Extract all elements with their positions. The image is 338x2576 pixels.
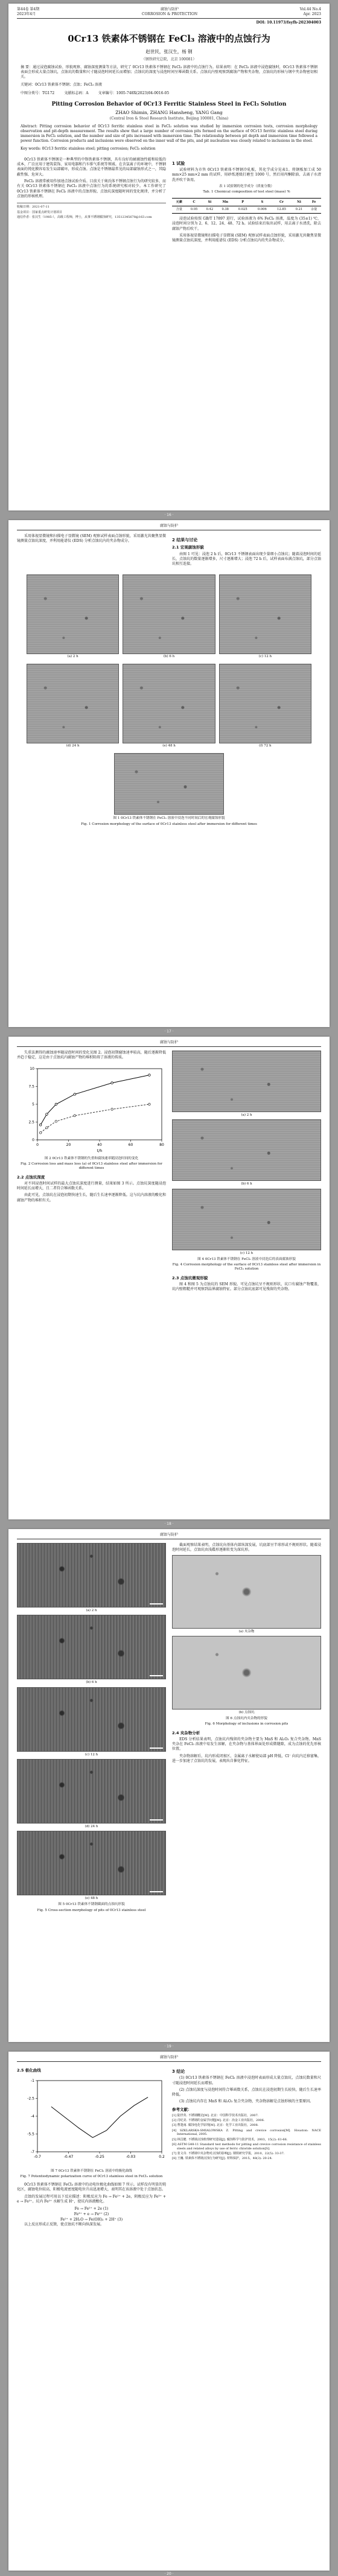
x-tick-label: 0	[36, 1142, 39, 1147]
result-paragraph: 由此可见，点蚀坑在浸泡初期快速生长，随后生长速率逐渐降低。这与坑内溶液的酸化和腐蚀产物的堆积有关。	[17, 1193, 166, 1203]
x-tick-label: -0.25	[95, 2155, 104, 2160]
micrograph-image	[172, 1119, 321, 1181]
figure-caption-en: Fig. 5 Cross-section morphology of pits of 0Cr13 stainless steel	[37, 1908, 146, 1912]
panel-label: (a) 夹杂物	[238, 1629, 255, 1633]
figure-1-panel	[219, 664, 311, 749]
body-columns	[8, 1539, 330, 1920]
reference-item: [5] 林昌健. 不锈钢点蚀机理研究进展[J]. 腐蚀科学与防护技术，2003，15(2): 61-66.	[172, 2137, 288, 2142]
page-footer: · 18 ·	[164, 1522, 174, 1526]
y-tick-label: 5	[32, 1102, 34, 1107]
micrograph-image	[172, 1636, 321, 1709]
experiment-paragraph: 试验材料为市售 0Cr13 铁素体不锈钢冷轧板，其化学成分见表1。将钢板加工成 50 mm×25 mm×2 mm 的试样，用砂纸逐级打磨至 1000 号，然后用丙酮除油、去离子水清洗并吹干备用。	[172, 168, 321, 182]
result-paragraph: 图 4 和图 5 为点蚀坑的 SEM 形貌。可见点蚀坑呈不规则形状，坑口有腐蚀产物覆盖，坑内壁粗糙并可观察到晶界腐蚀特征。部分点蚀坑底部可见残留的夹杂物。	[172, 1282, 321, 1292]
intro-paragraph: 0Cr13 铁素体不锈钢是一种典型的中铬铁素体不锈钢，具有良好的耐腐蚀性能和较低的成本，广泛应用于建筑装饰、家用电器和汽车排气系统等领域。在含氯离子的环境中，不锈钢表面的钝化膜容易发生局部破坏，形成点蚀。点蚀是不锈钢最常见的局部腐蚀形式之一，其隐蔽性强、危害大。	[17, 157, 166, 177]
figure-caption: 图 7 0Cr13 铁素体不锈钢在 FeCl₃ 溶液中的极化曲线	[51, 2169, 132, 2173]
data-point	[74, 1093, 76, 1095]
authors: 赵世民，张汉生，杨 钢	[145, 49, 193, 54]
table-row	[172, 206, 321, 213]
micrograph-image	[17, 1543, 166, 1608]
scale-bar	[150, 1891, 163, 1892]
micrograph-image	[123, 664, 215, 743]
series-line	[40, 1104, 149, 1133]
scale-bar	[150, 1675, 163, 1676]
series-line	[40, 1075, 149, 1125]
micrograph-image	[114, 753, 224, 815]
authors-en: ZHAO Shimin, ZHANG Hansheng, YANG Gang	[115, 109, 223, 115]
reference-item: [6] ASTM G48-11 Standard test methods for pitting and crevice corrosion resistance of stainless steels and related alloys by use of ferric chloride solution[S].	[172, 2142, 321, 2151]
panel-label: (a) 2 h	[86, 1609, 97, 1612]
micrograph-image	[172, 1051, 321, 1112]
panel-label: (b) 6 h	[86, 1681, 97, 1685]
section-heading: 2 结果与讨论	[172, 538, 198, 542]
figure-1-panel	[219, 574, 311, 660]
y-tick-label: -5.5	[27, 2132, 34, 2137]
data-point	[74, 1115, 76, 1117]
table-caption-en: Tab. 1 Chemical composition of test steel (mass) %	[203, 190, 290, 194]
column-left	[17, 1051, 166, 1294]
header-date: 2023年4月	[17, 12, 36, 16]
result-paragraph: 0Cr13 铁素体不锈钢在 FeCl₃ 溶液中的动电位极化曲线如图 7 所示。试样没有明显的钝化区，腐蚀电位较高，阳极电流密度随电位升高迅速增大，表明其在该溶液中处于点蚀状态。	[17, 2183, 166, 2192]
table-cell: 含量	[176, 208, 182, 212]
paper-title-en: Pitting Corrosion Behavior of 0Cr13 Ferritic Stainless Steel in FeCl₃ Solution	[51, 101, 287, 107]
page-2	[8, 520, 330, 1027]
reference-item: [1] 陆世英. 不锈钢概论[M]. 北京：中国科学技术出版社，2007.	[172, 2114, 259, 2118]
y-tick-label: -7	[31, 2150, 34, 2155]
figure-1-panel	[27, 664, 119, 749]
result-paragraph: 夹杂物溶解后，坑内形成闭塞区，金属离子水解使局部 pH 降低，Cl⁻ 向坑内迁移富集，进一步加速了点蚀坑的发展，表现出自催化特征。	[172, 1754, 321, 1764]
figure-caption: 图 4 0Cr13 铁素体不锈钢在 FeCl₃ 溶液中浸泡后的表面腐蚀形貌	[197, 1257, 296, 1261]
equations	[17, 2206, 166, 2222]
table-cell: 余量	[310, 208, 317, 212]
experiment-paragraph: 浸泡试验按照 GB/T 17897 进行，试验溶液为 6% FeCl₃ 溶液，温度为 (35±1) ℃，浸泡时间分别为 2、6、12、24、48、72 h。试验结束后取出试样，用去离子水清洗，除去腐蚀产物后吹干。	[172, 217, 321, 231]
reference-item: [3] 曹楚南. 腐蚀电化学原理[M]. 北京：化学工业出版社，2008.	[172, 2123, 259, 2128]
table-header-cell: C	[193, 200, 196, 204]
x-tick-label: 40	[97, 1142, 102, 1147]
figure-caption-en: Fig. 7 Potentiodynamic polarization curve of 0Cr13 stainless steel in FeCl₃ solution	[20, 2174, 163, 2178]
panel-label: (c) 12 h	[240, 1251, 253, 1255]
y-tick-label: 7.5	[28, 1084, 34, 1089]
panel-label: (b) 点蚀坑	[238, 1710, 255, 1714]
equation: Fe²⁺ + 2H₂O → Fe(OH)₂ + 2H⁺ (3)	[60, 2218, 123, 2222]
micrograph-image	[123, 574, 215, 654]
y-tick-label: -2.5	[27, 2096, 34, 2101]
equation: Fe³⁺ + e → Fe²⁺ (2)	[74, 2212, 109, 2217]
article-number: 文章编号：1005-748X(2023)04-0016-05	[98, 91, 170, 95]
column-left	[17, 157, 166, 246]
data-point	[148, 1103, 151, 1105]
subsection-heading: 2.1 宏观腐蚀形貌	[172, 545, 204, 550]
table-header-cell: P	[241, 200, 244, 204]
body-columns	[8, 2062, 330, 2233]
panel-label: (b) 6 h	[241, 1182, 252, 1186]
journal-header	[8, 1529, 330, 1539]
table-cell: 0.006	[257, 208, 267, 212]
table-header-cell: Si	[208, 200, 212, 204]
figure-caption-en: Fig. 4 Corrosion morphology of the surface of 0Cr13 stainless steel after immersion in FeCl₃ solution	[172, 1263, 321, 1271]
data-point	[148, 1073, 151, 1076]
section-heading: 1 试验	[172, 161, 185, 166]
intro-paragraph: FeCl₃ 溶液常被用作加速点蚀试验介质。目前关于奥氏体不锈钢点蚀行为的研究较多，而有关 0Cr13 铁素体不锈钢在 FeCl₃ 溶液中点蚀行为的系统研究相对较少。本工作研究了 0Cr13 铁素体不锈钢在 FeCl₃ 溶液中的点蚀形貌、点蚀坑深度随时间的变化规律，并分析了点蚀的形核机理。	[17, 179, 166, 199]
page-3	[8, 1037, 330, 1519]
x-tick-label: 60	[128, 1142, 133, 1147]
header-journal-cn: 腐蚀与防护	[159, 1040, 178, 1045]
doi[interactable]: DOI: 10.11973/fsyfh-202304003	[256, 21, 321, 25]
clc-number: 中图分类号：TG172	[21, 91, 55, 95]
page-footer: · 17 ·	[164, 1029, 174, 1034]
header-journal-en: CORROSION & PROTECTION	[141, 12, 198, 16]
micrograph-image	[219, 664, 311, 743]
x-tick-label: -0.7	[34, 2155, 41, 2160]
micrograph-image	[27, 664, 119, 743]
panel-label: (a) 2 h	[67, 655, 78, 659]
micrograph-image	[17, 1831, 166, 1895]
x-tick-label: -0.47	[63, 2155, 74, 2160]
header-date-en: Apr. 2023	[303, 12, 321, 16]
panel-label: (e) 48 h	[162, 744, 176, 748]
column-right	[172, 157, 321, 246]
table-cell: 0.05	[190, 208, 198, 212]
figure-caption-en: Fig. 1 Corrosion morphology of the surface of 0Cr13 stainless steel after immersion for different times	[81, 822, 257, 826]
table-header-cell: Fe	[311, 200, 316, 204]
micrograph-image	[219, 574, 311, 654]
conclusion-item: (1) 0Cr13 铁素体不锈钢在 FeCl₃ 溶液中浸泡时表面形成大量点蚀坑，点蚀坑数量和尺寸随浸泡时间延长而增加。	[172, 2076, 321, 2085]
subsection-heading: 2.3 点蚀坑微观形貌	[172, 1275, 208, 1280]
data-point	[46, 1113, 48, 1115]
footnote-author: 通信作者：张汉生（1985-），高级工程师，博士，从事不锈钢腐蚀研究，13512345678@163.com	[17, 215, 152, 220]
page-1	[8, 4, 330, 510]
page-footer: · 20 ·	[164, 2572, 174, 2576]
header-journal-cn: 腐蚀与防护	[159, 524, 178, 528]
y-tick-label: 2.5	[28, 1120, 34, 1125]
reference-item: [4] SZKLARSKA-SMIALOWSKA Z. Pitting and crevice corrosion[M]. Houston: NACE International, 2005.	[172, 2128, 321, 2137]
table-header-cell: Mn	[222, 200, 228, 204]
scale-bar	[150, 1603, 163, 1604]
result-paragraph: 对不同浸泡时间试样的最大点蚀坑深度进行测量，结果如图 3 所示。点蚀坑深度随浸泡时间延长而增大，且二者符合幂函数关系。	[17, 1181, 166, 1191]
paper-title: 0Cr13 铁素体不锈钢在 FeCl₃ 溶液中的点蚀行为	[68, 33, 270, 44]
table-header-cell: Cr	[279, 200, 284, 204]
figure-caption: 图 5 0Cr13 铁素体不锈钢截面的点蚀坑形貌	[58, 1903, 125, 1907]
figure-1-panel	[123, 574, 215, 660]
figure-caption: 图 2 0Cr13 铁素体不锈钢的失重和腐蚀速率随浸泡时间的变化	[44, 1156, 139, 1160]
figure-1-grid	[27, 574, 311, 749]
panel-label: (c) 12 h	[84, 1752, 98, 1757]
subsection-heading: 2.4 夹杂物分析	[172, 1730, 200, 1735]
polarization-chart	[17, 2075, 168, 2165]
data-point	[55, 1103, 57, 1105]
subsection-heading: 2.2 点蚀坑深度	[17, 1174, 45, 1180]
column-left	[17, 534, 166, 568]
figure-caption: 图 6 点蚀坑内夹杂物的形貌	[226, 1717, 267, 1721]
reference-item: [8] 王巍. 铁素体不锈钢点蚀行为研究[J]. 材料保护，2015，48(3): 20-24.	[172, 2156, 273, 2160]
panel-label: (d) 24 h	[66, 744, 80, 748]
panel-label: (e) 48 h	[84, 1897, 98, 1901]
x-tick-label: 20	[66, 1142, 71, 1147]
figure-1-panel	[27, 574, 119, 660]
y-tick-label: 0	[32, 1137, 34, 1142]
figure-1	[8, 572, 330, 832]
page-footer: · 16 ·	[164, 513, 174, 517]
figure-1-panel	[123, 664, 215, 749]
micrograph-image	[17, 1615, 166, 1679]
footnotes	[17, 203, 166, 220]
document-code: 文献标志码：A	[64, 91, 89, 95]
plot-frame	[37, 2081, 162, 2152]
body-columns	[8, 154, 330, 249]
journal-header	[8, 520, 330, 530]
journal-header	[8, 2052, 330, 2061]
y-tick-label: 10	[30, 1066, 34, 1071]
body-columns	[8, 1047, 330, 1297]
body-columns	[8, 530, 330, 572]
table-header-row	[172, 199, 321, 206]
panel-label: (d) 24 h	[84, 1824, 98, 1828]
classification	[21, 90, 317, 95]
micrograph-image	[172, 1189, 321, 1250]
header-volume: 第44卷 第4期	[17, 7, 40, 11]
keywords-cn: 关键词：0Cr13 铁素体不锈钢；点蚀；FeCl₃ 溶液	[21, 82, 103, 87]
micrograph-image	[17, 1759, 166, 1824]
micrograph-image	[17, 1687, 166, 1752]
column-left	[17, 1543, 166, 1916]
table-cell: 12.85	[277, 208, 286, 212]
x-tick-label: -0.03	[126, 2155, 136, 2160]
y-tick-label: -4	[31, 2114, 34, 2119]
header-journal-cn: 腐蚀与防护	[159, 1533, 178, 1537]
data-point	[111, 1081, 113, 1084]
reference-item: [7] 张文奇. 不锈钢中夹杂物对点蚀的影响[J]. 钢铁研究学报，2010，22(5): 33-37.	[172, 2151, 285, 2155]
result-paragraph: 采用体视显微镜和扫描电子显微镜 (SEM) 观察试样表面点蚀形貌，采用激光共聚焦显微镜测量点蚀坑深度，并利用能谱仪 (EDS) 分析点蚀坑内的夹杂物成分。	[17, 534, 166, 544]
data-point	[55, 1120, 57, 1122]
reference-list	[172, 2114, 321, 2161]
column-left	[17, 2066, 166, 2229]
journal-header	[8, 4, 330, 18]
page-5	[8, 2052, 330, 2571]
column-right	[172, 2066, 321, 2229]
y-tick-label: -1	[31, 2079, 34, 2084]
table-caption: 表 1 试验钢的化学成分（质量分数）	[218, 185, 275, 189]
figure-caption-en: Fig. 6 Morphology of inclusions in corrosion pits	[205, 1722, 289, 1726]
affiliation: （钢铁研究总院，北京 100081）	[141, 57, 197, 62]
table-cell: 0.38	[222, 208, 229, 212]
result-paragraph: 截面观察结果表明，点蚀坑向基体内部纵深发展，坑底部呈半球形或不规则形状。随着浸泡时间延长，点蚀坑由浅碟形逐渐转变为深坑形。	[172, 1543, 321, 1553]
keywords-en: Key words: 0Cr13 ferritic stainless steel; pitting corrosion; FeCl₃ solution	[21, 146, 156, 151]
micrograph-image	[27, 574, 119, 654]
journal-header	[8, 1037, 330, 1046]
table-cell: 0.42	[206, 208, 214, 212]
header-journal-cn: 腐蚀与防护	[159, 2055, 178, 2059]
table-cell: 0.025	[238, 208, 247, 212]
abstract-en: Abstract: Pitting corrosion behavior of 0Cr13 ferritic stainless steel in FeCl₃ solution was studied by immersion corrosion tests, corrosion morphology observation and pit-depth measurement. The results show that a large number of corrosion pits formed on the surface of 0Cr13 ferritic stainless steel during immersion in FeCl₃ solution, and the number and size of pits increased with immersion time. The relationship between pit depth and immersion time followed a power function. Corrosion products and inclusions were observed on the inner wall of the pits, and pit nucleation was closely related to inclusions in the steel.	[21, 124, 317, 144]
weight-loss-chart	[17, 1063, 168, 1153]
table-body	[172, 206, 321, 213]
conclusion-item: (3) 点蚀坑内存在 MnS 和 Al₂O₃ 复合夹杂物，夹杂物溶解是点蚀形核的主要原因。	[179, 2099, 314, 2104]
x-tick-label: 80	[159, 1142, 164, 1147]
table-header-cell: S	[261, 200, 264, 204]
footnote-fund: 基金项目：国家重点研发计划项目	[17, 210, 63, 214]
data-point	[111, 1108, 113, 1110]
footnote-received: 收稿日期：2021-07-11	[17, 205, 49, 209]
figure-caption-en: Fig. 2 Corrosion loss and mass loss (a) of 0Cr13 stainless steel after immersion for different times	[21, 1162, 162, 1171]
column-right	[172, 534, 321, 568]
column-right	[172, 1543, 321, 1916]
series-line	[51, 2097, 148, 2138]
references-heading: 参考文献：	[172, 2107, 192, 2112]
conclusion-item: (2) 点蚀坑深度与浸泡时间符合幂函数关系，点蚀坑在浸泡初期生长较快，随后生长速率降低。	[172, 2087, 321, 2097]
scale-bar	[150, 1819, 163, 1821]
affiliation-en: (Central Iron & Steel Research Institute, Beijing 100081, China)	[109, 116, 229, 121]
table-cell: 0.21	[295, 208, 303, 212]
composition-table	[172, 198, 321, 214]
column-right	[172, 1051, 321, 1294]
abstract-cn: 摘 要：通过浸泡腐蚀试验、形貌观察、腐蚀深度测量等方法，研究了 0Cr13 铁素体不锈钢在 FeCl₃ 溶液中的点蚀行为。结果表明：在 FeCl₃ 溶液中浸泡腐蚀时，0Cr13 铁素体不锈钢表面会形成大量点蚀坑，点蚀坑的数量和尺寸随浸泡时间延长而增加；点蚀坑的深度与浸泡时间呈幂函数关系。点蚀坑内壁观察到腐蚀产物和夹杂物，点蚀坑的形核与钢中夹杂物密切相关。	[21, 65, 317, 80]
panel-label: (f) 72 h	[259, 744, 272, 748]
panel-label: (b) 6 h	[163, 655, 175, 659]
scale-bar	[150, 1748, 163, 1749]
data-point	[46, 1127, 48, 1129]
table-header-cell: Ni	[297, 200, 301, 204]
result-paragraph: 以上反应形成正反馈，使点蚀坑不断向纵深发展。	[24, 2222, 104, 2227]
panel-label: (c) 12 h	[258, 655, 272, 659]
experiment-paragraph: 采用体视显微镜和扫描电子显微镜 (SEM) 观察试样表面点蚀形貌，采用激光共聚焦显微镜测量点蚀坑深度，并利用能谱仪 (EDS) 分析点蚀坑内的夹杂物成分。	[172, 233, 321, 243]
result-paragraph: 点蚀的发展过程可用以下反应描述：阳极反应为 Fe → Fe²⁺ + 2e，阴极反应为 Fe³⁺ + e → Fe²⁺。坑内 Fe²⁺ 水解生成 H⁺，使坑内溶液酸化。	[17, 2194, 166, 2204]
reference-item: [2] 肖纪美. 不锈钢的金属学问题[M]. 北京：冶金工业出版社，2006.	[172, 2119, 265, 2123]
header-vol-en: Vol.44 No.4	[299, 7, 321, 11]
micrograph-image	[172, 1555, 321, 1629]
page-footer: · 19 ·	[164, 2044, 174, 2049]
header-journal-cn: 腐蚀与防护	[161, 7, 179, 11]
figure-caption: 图 1 0Cr13 铁素体不锈钢在 FeCl₃ 溶液中浸泡不同时间后的宏观腐蚀形貌	[113, 816, 225, 821]
section-heading: 3 结论	[172, 2069, 185, 2074]
equation: Fe → Fe²⁺ + 2e (1)	[74, 2207, 109, 2212]
x-axis-label: t/h	[97, 1148, 103, 1153]
result-paragraph: 失重法测得的腐蚀速率随浸泡时间的变化见图 2。浸泡初期腐蚀速率较高，随后逐渐降低并趋于稳定，这是由于点蚀坑内腐蚀产物的堆积阻碍了溶液的传质。	[17, 1051, 166, 1060]
table-header-cell: 元素	[176, 200, 182, 204]
result-paragraph: EDS 分析结果表明，点蚀坑内残留的夹杂物主要为 MnS 和 Al₂O₃ 复合夹杂物。MnS 夹杂在 FeCl₃ 溶液中易发生溶解，在夹杂物与基体界面处形成微缝隙，成为点蚀的优先形核位置。	[172, 1737, 321, 1752]
data-point	[39, 1131, 42, 1134]
subsection-heading: 2.5 极化曲线	[17, 2068, 41, 2073]
result-paragraph: 由图 1 可见：浸泡 2 h 后，0Cr13 不锈钢表面出现少量细小点蚀坑；随着浸泡时间的延长，点蚀坑的数量逐渐增多，尺寸逐渐增大；浸泡 72 h 后，试样表面布满点蚀坑，部分点蚀坑相互连接。	[172, 552, 321, 567]
data-point	[39, 1124, 42, 1126]
x-tick-label: 0.2	[159, 2155, 165, 2160]
panel-label: (a) 2 h	[241, 1113, 252, 1117]
page-4	[8, 1529, 330, 2042]
